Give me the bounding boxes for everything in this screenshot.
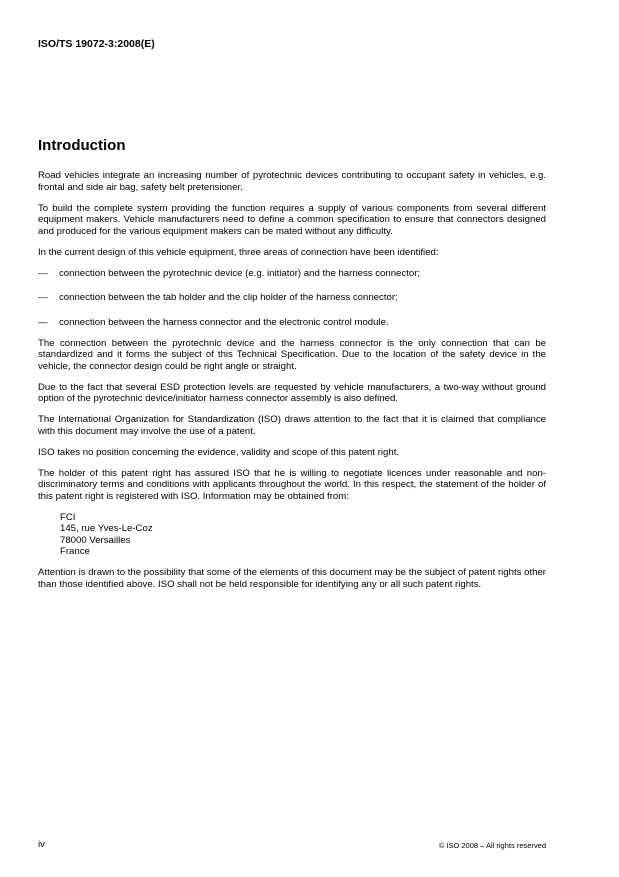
paragraph: Road vehicles integrate an increasing number of pyrotechnic devices contributing to occupant safety in vehicles, e.g. frontal and side air bag, safety belt pretensioner.: [38, 170, 546, 193]
address-line: 78000 Versailles: [60, 534, 131, 546]
list-item-text: connection between the harness connector and the electronic control module.: [59, 316, 389, 328]
paragraph: The connection between the pyrotechnic device and the harness connector is the only connection that can be standardized and it forms the subject of this Technical Specification. Due to the location of the safety device in the vehicle, the connector design could be right angle or straight.: [38, 337, 546, 372]
paragraph: Due to the fact that several ESD protection levels are requested by vehicle manufacturers, a two-way without ground option of the pyrotechnic device/initiator harness connector assembly is also defined.: [38, 381, 546, 404]
list-item-text: connection between the tab holder and the clip holder of the harness connector;: [59, 292, 398, 303]
body-text: [38, 170, 546, 600]
document-id: ISO/TS 19072-3:2008(E): [38, 38, 155, 50]
address-block: [60, 512, 546, 558]
address-line: FCI: [60, 511, 76, 523]
list-item: [38, 268, 546, 280]
address-line: France: [60, 546, 90, 557]
list-dash: —: [38, 267, 48, 279]
paragraph: The International Organization for Standardization (ISO) draws attention to the fact that it is claimed that compliance with this document may involve the use of a patent.: [38, 414, 546, 437]
list-item-text: connection between the pyrotechnic device (e.g. initiator) and the harness connector;: [59, 267, 421, 279]
paragraph: Attention is drawn to the possibility that some of the elements of this document may be the subject of patent rights other than those identified above. ISO shall not be held responsible for identifying any or all such patent rights.: [38, 567, 546, 590]
section-title: Introduction: [38, 137, 126, 154]
address-line: 145, rue Yves-Le-Coz: [60, 523, 153, 534]
list-item: [38, 292, 546, 304]
paragraph: ISO takes no position concerning the evidence, validity and scope of this patent right.: [38, 446, 400, 458]
copyright-notice: © ISO 2008 – All rights reserved: [438, 841, 546, 850]
paragraph: In the current design of this vehicle equipment, three areas of connection have been identified:: [38, 246, 439, 258]
page-number: iv: [38, 839, 45, 850]
list-item: [38, 317, 546, 329]
list-dash: —: [38, 316, 48, 328]
paragraph: The holder of this patent right has assured ISO that he is willing to negotiate licences under reasonable and non-discriminatory terms and conditions with applicants throughout the world. In this respect, the statement of the holder of this patent right is registered with ISO. Information may be obtained from:: [38, 467, 546, 502]
list-dash: —: [38, 292, 48, 303]
paragraph: To build the complete system providing the function requires a supply of various components from several different equipment makers. Vehicle manufacturers need to define a common specification to ensure that connectors designed and produced for the various equipment makers can be mated without any difficulty.: [38, 202, 546, 237]
